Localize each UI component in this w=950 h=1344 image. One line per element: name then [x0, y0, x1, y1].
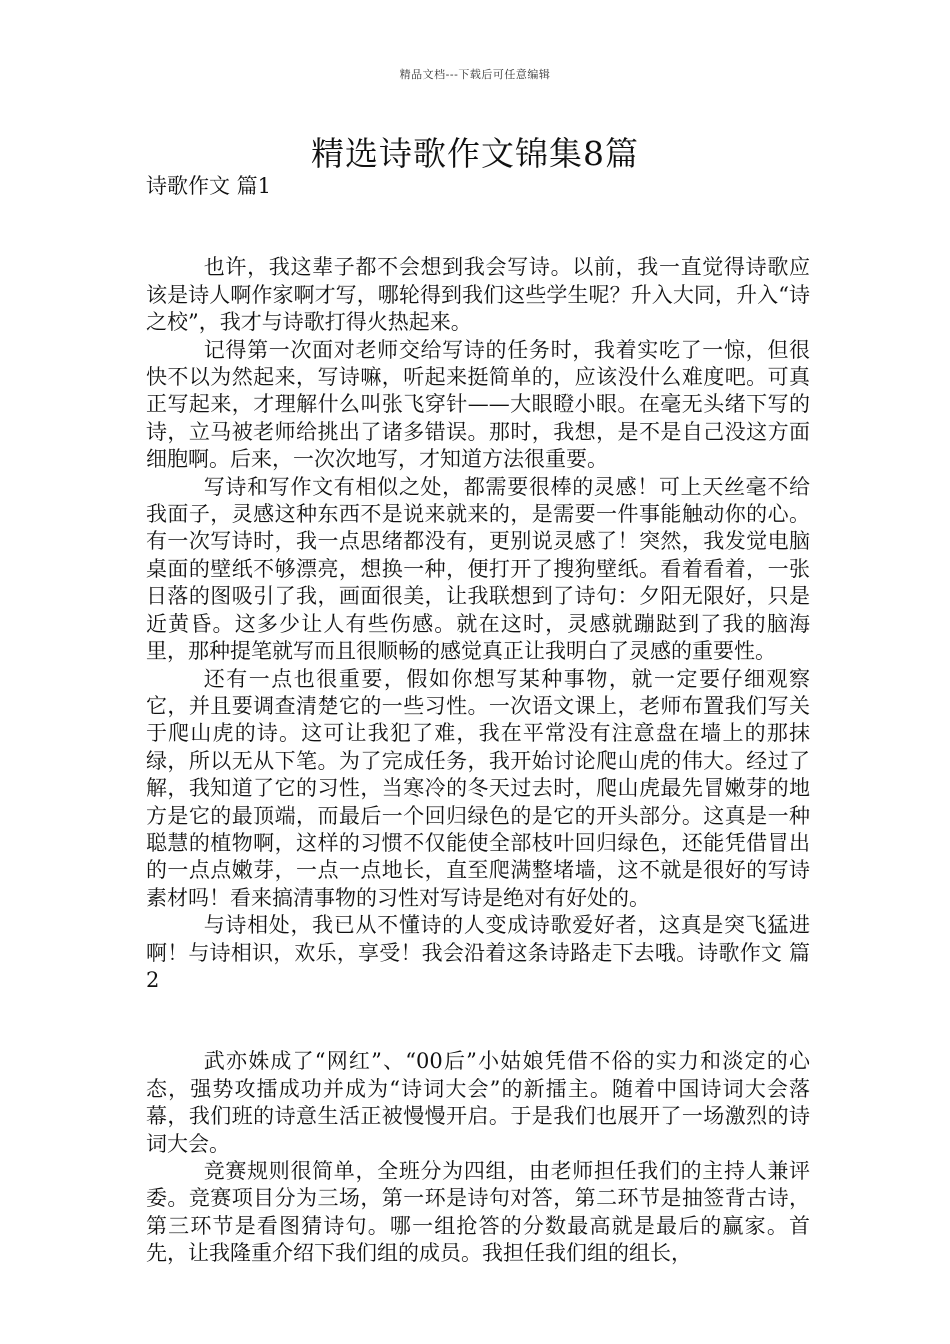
paragraph: 还有一点也很重要，假如你想写某种事物，就一定要仔细观察它，并且要调查清楚它的一些习性。一次语文课上，老师布置我们写关于爬山虎的诗。这可让我犯了难，我在平常没有注意盘在墙上的那抹绿，所以无从下笔。为了完成任务，我开始讨论爬山虎的伟大。经过了解，我知道了它的习性，当寒冷的冬天过去时，爬山虎最先冒嫩芽的地方是它的最顶端，而最后一个回归绿色的是它的开头部分。这真是一种聪慧的植物啊，这样的习惯不仅能使全部枝叶回归绿色，还能凭借冒出的一点点嫩芽，一点一点地长，直至爬满整堵墙，这不就是很好的写诗素材吗！看来搞清事物的习性对写诗是绝对有好处的。	[146, 666, 810, 910]
paragraph: 记得第一次面对老师交给写诗的任务时，我着实吃了一惊，但很快不以为然起来，写诗嘛，听起来挺简单的，应该没什么难度吧。可真正写起来，才理解什么叫张飞穿针——大眼瞪小眼。在毫无头绪下写的诗，立马被老师给挑出了诸多错误。那时，我想，是不是自己没这方面细胞啊。后来，一次次地写，才知道方法很重要。	[146, 337, 810, 472]
section-heading: 诗歌作文 篇1	[146, 174, 272, 198]
paragraph: 也许，我这辈子都不会想到我会写诗。以前，我一直觉得诗歌应该是诗人啊作家啊才写，哪轮得到我们这些学生呢？升入大同，升入“诗之校”，我才与诗歌打得火热起来。	[146, 255, 810, 335]
paragraph: 写诗和写作文有相似之处，都需要很棒的灵感！可上天丝毫不给我面子，灵感这种东西不是说来就来的，是需要一件事能触动你的心。有一次写诗时，我一点思绪都没有，更别说灵感了！突然，我发觉电脑桌面的壁纸不够漂亮，想换一种，便打开了搜狗壁纸。看着看着，一张日落的图吸引了我，画面很美，让我联想到了诗句：夕阳无限好，只是近黄昏。这多少让人有些伤感。就在这时，灵感就蹦跶到了我的脑海里，那种提笔就写而且很顺畅的感觉真正让我明白了灵感的重要性。	[146, 474, 810, 664]
document-title: 精选诗歌作文锦集8篇	[311, 134, 639, 173]
paragraph: 与诗相处，我已从不懂诗的人变成诗歌爱好者，这真是突飞猛进啊！与诗相识，欢乐，享受！我会沿着这条诗路走下去哦。诗歌作文 篇2	[146, 913, 810, 992]
paragraph: 武亦姝成了“网红”、“00后”小姑娘凭借不俗的实力和淡定的心态，强势攻擂成功并成为“诗词大会”的新擂主。随着中国诗词大会落幕，我们班的诗意生活正被慢慢开启。于是我们也展开了一场激烈的诗词大会。	[146, 1049, 810, 1156]
spacer	[146, 200, 810, 254]
paragraph: 竞赛规则很简单，全班分为四组，由老师担任我们的主持人兼评委。竞赛项目分为三场，第一环是诗句对答，第二环节是抽签背古诗，第三环节是看图猜诗句。哪一组抢答的分数最高就是最后的赢家。首先，让我隆重介绍下我们组的成员。我担任我们组的组长，	[146, 1159, 810, 1266]
document-body	[146, 173, 810, 1268]
spacer	[146, 994, 810, 1048]
page-header: 精品文档---下载后可任意编辑	[399, 68, 551, 81]
